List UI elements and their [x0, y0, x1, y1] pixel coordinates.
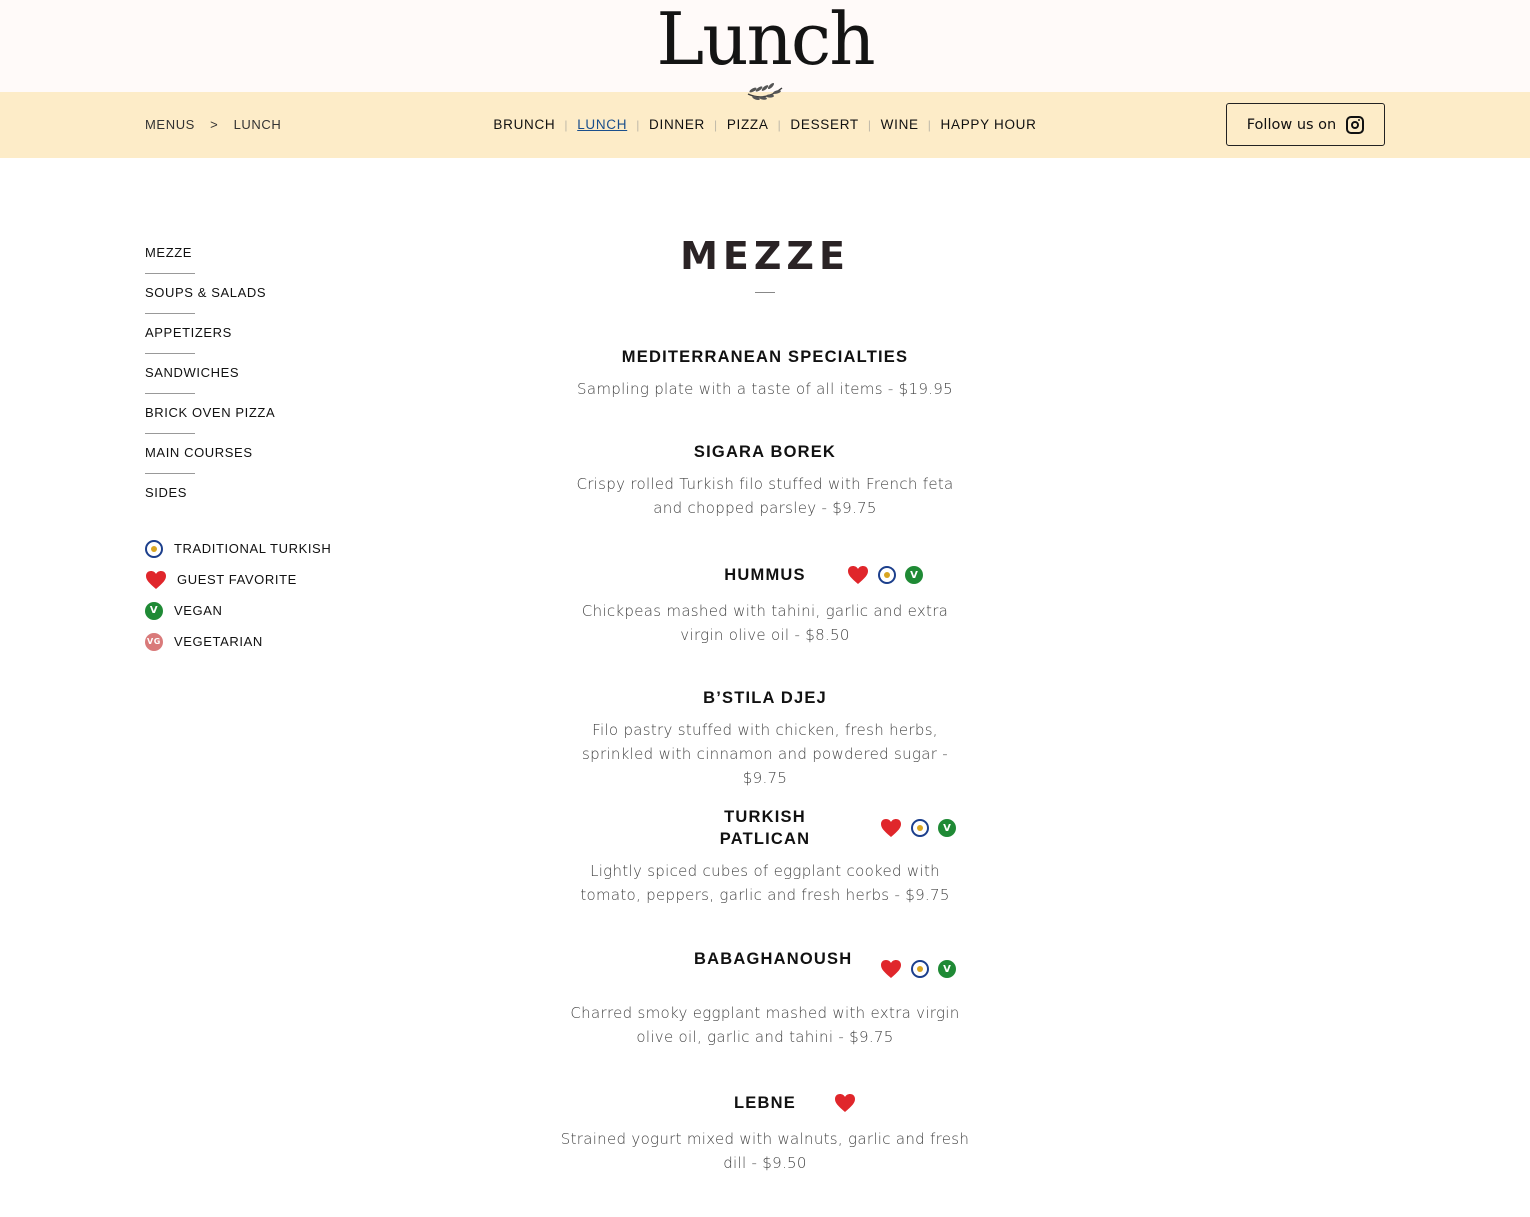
dish-name: SIGARA BOREK [693, 443, 837, 461]
legend-label: TRADITIONAL TURKISH [174, 541, 332, 556]
tab-lunch[interactable]: LUNCH [577, 117, 628, 132]
page-title: Lunch [656, 0, 874, 81]
breadcrumb-current: LUNCH [233, 117, 282, 132]
turkish-icon [878, 566, 896, 584]
heart-icon [145, 570, 167, 590]
dish-name: MEDITERRANEAN SPECIALTIES [621, 348, 909, 366]
heart-icon [880, 959, 902, 979]
dish-description: Chickpeas mashed with tahini, garlic and extra virgin olive oil - $8.50 [581, 602, 949, 644]
dish-badges [847, 565, 923, 585]
dish-description: Crispy rolled Turkish filo stuffed with French feta and chopped parsley - $9.75 [576, 475, 954, 517]
turkish-icon [911, 960, 929, 978]
tab-divider: | [564, 118, 569, 132]
turkish-icon [911, 819, 929, 837]
category-sidebar [145, 244, 395, 524]
vegan-icon: V [938, 960, 956, 978]
legend-row [145, 626, 331, 657]
tab-brunch[interactable]: BRUNCH [493, 117, 556, 132]
dietary-legend [145, 533, 331, 657]
tab-dinner[interactable]: DINNER [649, 117, 705, 132]
vegetarian-icon: VG [145, 633, 163, 651]
legend-label: VEGAN [174, 603, 223, 618]
dish-name: TURKISH PATLICAN [719, 808, 811, 848]
turkish-icon [145, 540, 163, 558]
laurel-icon [744, 80, 786, 102]
tab-happy-hour[interactable]: HAPPY HOUR [940, 117, 1037, 132]
dish-badges [880, 959, 956, 979]
dish-description: Sampling plate with a taste of all items - $19.95 [577, 380, 953, 398]
tab-pizza[interactable]: PIZZA [726, 117, 769, 132]
legend-row [145, 595, 331, 626]
tab-divider: | [714, 118, 718, 132]
dish-description: Charred smoky eggplant mashed with extra virgin olive oil, garlic and tahini - $9.75 [570, 1004, 960, 1046]
dish-name: LEBNE [734, 1094, 796, 1112]
legend-row [145, 533, 331, 564]
sidebar-item-main-courses[interactable]: MAIN COURSES [145, 444, 395, 484]
sidebar-item-soups-salads[interactable]: SOUPS & SALADS [145, 284, 395, 324]
follow-instagram-button[interactable] [1226, 103, 1385, 146]
tab-divider: | [636, 118, 641, 132]
tab-divider: | [867, 118, 872, 132]
vegan-icon: V [938, 819, 956, 837]
breadcrumb-separator: > [210, 117, 219, 132]
legend-label: GUEST FAVORITE [177, 572, 297, 587]
dish-description: Strained yogurt mixed with walnuts, garlic and fresh dill - $9.50 [560, 1130, 970, 1172]
section-title: MEZZE [680, 234, 850, 278]
tab-divider: | [927, 118, 932, 132]
tab-divider: | [777, 118, 782, 132]
sidebar-item-sandwiches[interactable]: SANDWICHES [145, 364, 395, 404]
breadcrumb-menus-link[interactable]: MENUS [145, 117, 195, 132]
tab-dessert[interactable]: DESSERT [790, 117, 859, 132]
tab-wine[interactable]: WINE [880, 117, 919, 132]
sidebar-item-brick-oven-pizza[interactable]: BRICK OVEN PIZZA [145, 404, 395, 444]
dish-description: Filo pastry stuffed with chicken, fresh herbs, sprinkled with cinnamon and powdered sugar - $9.75 [582, 721, 948, 787]
sidebar-item-mezze[interactable]: MEZZE [145, 244, 395, 284]
heart-icon [834, 1093, 856, 1113]
dish-badges [834, 1093, 856, 1113]
legend-row [145, 564, 331, 595]
dish-name: B’STILA DJEJ [703, 689, 827, 707]
dish-name: BABAGHANOUSH [694, 950, 853, 968]
legend-label: VEGETARIAN [174, 634, 263, 649]
dish-badges [880, 818, 956, 838]
follow-label: Follow us on [1246, 116, 1337, 133]
dish-name: HUMMUS [724, 566, 806, 584]
heart-icon [880, 818, 902, 838]
vegan-icon: V [905, 566, 923, 584]
sidebar-item-sides[interactable]: SIDES [145, 485, 188, 500]
sidebar-item-appetizers[interactable]: APPETIZERS [145, 324, 395, 364]
heart-icon [847, 565, 869, 585]
instagram-icon [1346, 116, 1364, 134]
dish-description: Lightly spiced cubes of eggplant cooked with tomato, peppers, garlic and fresh herbs - $9.75 [580, 862, 950, 904]
section-divider [755, 292, 775, 293]
vegan-icon: V [145, 602, 163, 620]
